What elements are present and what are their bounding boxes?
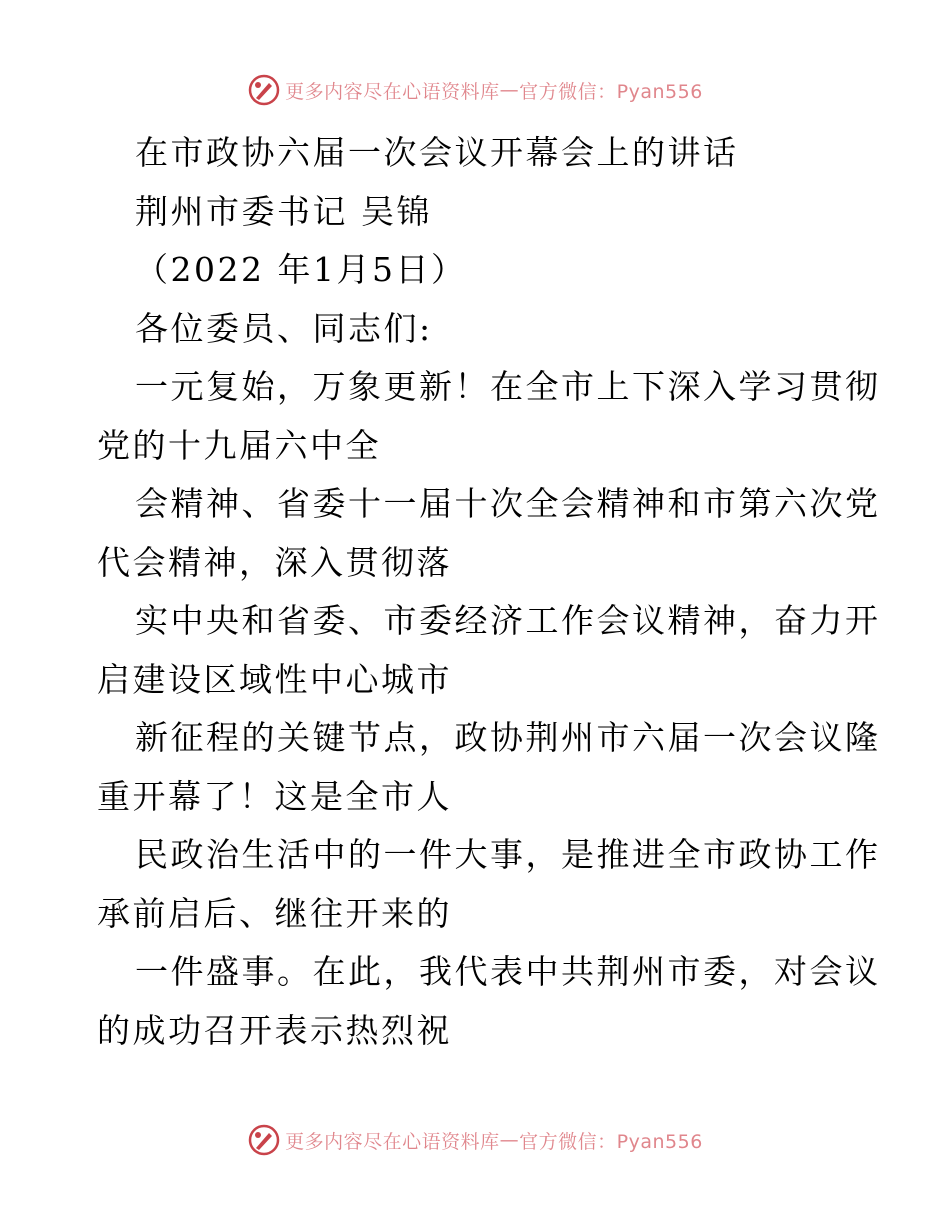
banner-separator: — <box>499 79 520 101</box>
paragraph-line: 承前启后、继往开来的 <box>97 893 452 933</box>
banner-text: 更多内容尽在心语资料库 <box>285 80 500 103</box>
pen-logo-icon <box>247 1123 281 1157</box>
paragraph-line: 代会精神，深入贯彻落 <box>97 542 452 582</box>
paragraph-line: 民政治生活中的一件大事，是推进全市政协工作 <box>135 835 881 874</box>
banner-wechat: 官方微信：Pyan556 <box>519 80 703 103</box>
document-body <box>97 124 881 1060</box>
document-date: （2022 年1月5日） <box>135 250 467 289</box>
paragraph-line: 一件盛事。在此，我代表中共荆州市委，对会议 <box>135 952 881 991</box>
paragraph-line: 一元复始，万象更新！在全市上下深入学习贯彻 <box>135 367 881 406</box>
pen-logo-icon <box>247 73 281 107</box>
paragraph-line: 的成功召开表示热烈祝 <box>97 1010 452 1050</box>
paragraph-line: 实中央和省委、市委经济工作会议精神，奋力开 <box>135 601 881 640</box>
banner-wechat: 官方微信：Pyan556 <box>519 1130 703 1153</box>
salutation: 各位委员、同志们: <box>135 308 433 348</box>
paragraph-line: 重开幕了！这是全市人 <box>97 776 452 816</box>
document-author: 荆州市委书记 吴锦 <box>135 191 432 231</box>
paragraph-line: 党的十九届六中全 <box>97 425 381 465</box>
document-title: 在市政协六届一次会议开幕会上的讲话 <box>135 133 739 172</box>
paragraph-line: 启建设区域性中心城市 <box>97 659 452 699</box>
paragraph-line: 新征程的关键节点，政协荆州市六届一次会议隆 <box>135 718 881 757</box>
footer-watermark <box>0 1120 950 1160</box>
header-watermark <box>0 70 950 110</box>
banner-separator: — <box>499 1129 520 1151</box>
paragraph-line: 会精神、省委十一届十次全会精神和市第六次党 <box>135 484 881 523</box>
banner-text: 更多内容尽在心语资料库 <box>285 1130 500 1153</box>
